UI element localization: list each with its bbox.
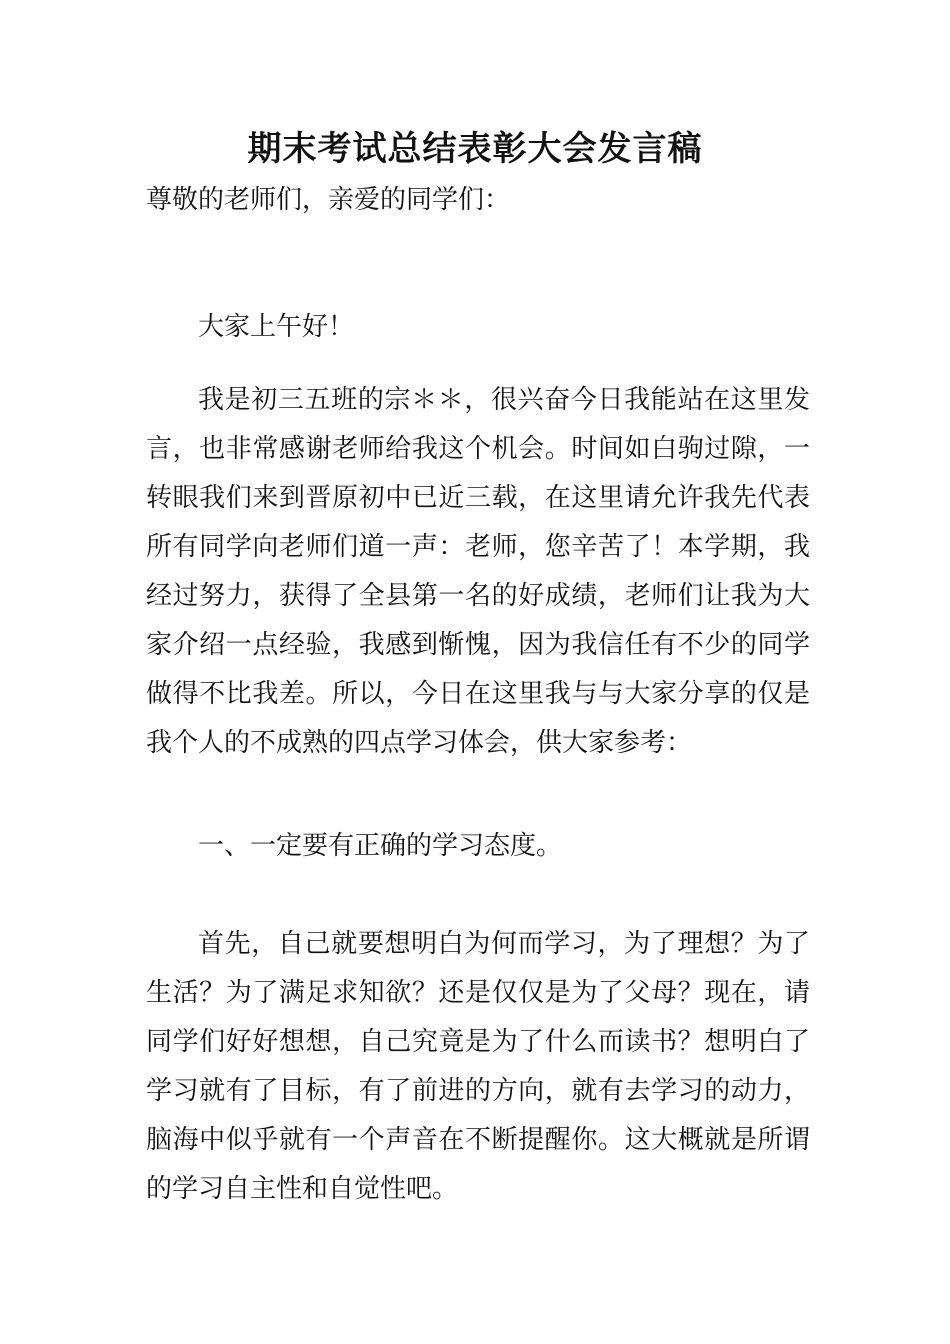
paragraph-introduction: 我是初三五班的宗＊＊，很兴奋今日我能站在这里发言，也非常感谢老师给我这个机会。时间如白驹过隙，一转眼我们来到晋原初中已近三载，在这里请允许我先代表所有同学向老师们道一声：老师，您辛苦了！本学期，我经过努力，获得了全县第一名的好成绩，老师们让我为大家介绍一点经验，我感到惭愧，因为我信任有不少的同学做得不比我差。所以，今日在这里我与与大家分享的仅是我个人的不成熟的四点学习体会，供大家参考： [146, 385, 810, 758]
salutation: 尊敬的老师们，亲爱的同学们： [146, 185, 511, 215]
greeting: 大家上午好！ [198, 312, 355, 342]
document-title: 期末考试总结表彰大会发言稿 [247, 129, 703, 169]
paragraph-section-1: 首先，自己就要想明白为何而学习，为了理想？为了生活？为了满足求知欲？还是仅仅是为了父母？现在，请同学们好好想想，自己究竟是为了什么而读书？想明白了学习就有了目标，有了前进的方向，就有去学习的动力，脑海中似乎就有一个声音在不断提醒你。这大概就是所谓的学习自主性和自觉性吧。 [146, 929, 810, 1204]
section-heading-1: 一、一定要有正确的学习态度。 [198, 831, 563, 861]
